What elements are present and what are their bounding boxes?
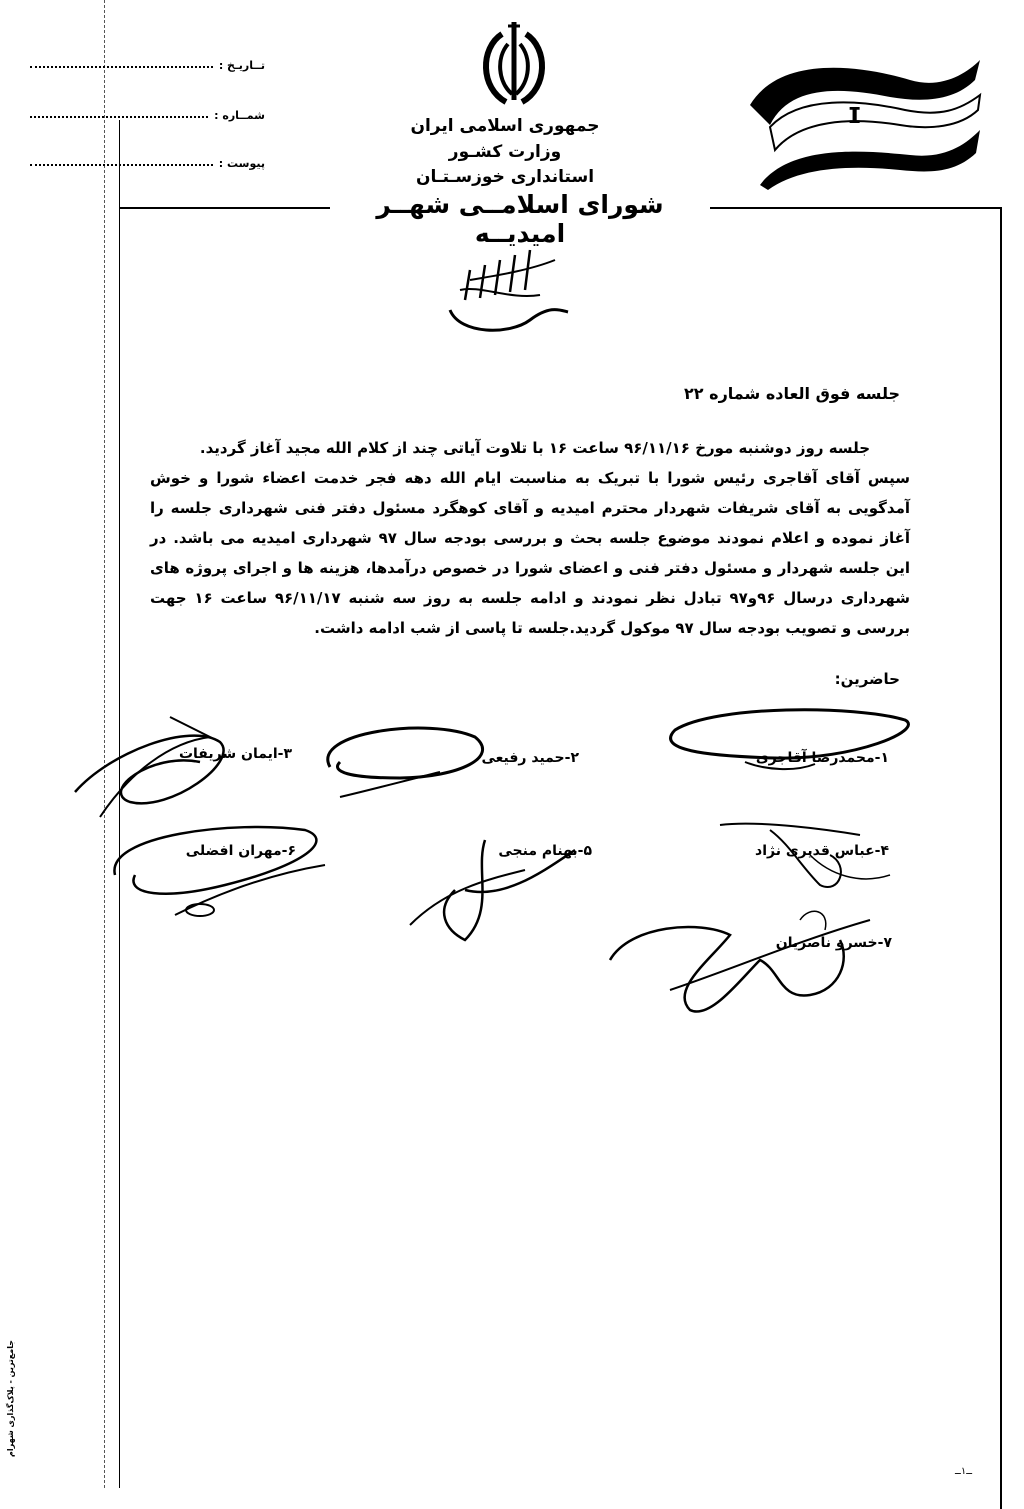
corner-mark: ــ۱ــ <box>955 1466 973 1477</box>
svg-text:ⵊ: ⵊ <box>848 104 862 129</box>
attachment-dots <box>30 164 213 166</box>
minutes-paragraph-2: سپس آقای آقاجری رئیس شورا با تبریک به مناسبت ایام الله دهه فجر خدمت اعضاء شورا و خوش آمدگویی به آقای شریفات شهردار محترم امیدیه و آقای کوهگرد مسئول دفتر فنی شهرداری جلسه را آغاز نموده و اعلام نمودند موضوع جلسه بحث و بررسی بودجه سال ۹۷ شهرداری امیدیه می باشد. در این جلسه شهردار و مسئول دفتر فنی و اعضای شورا در خصوص درآمدها، هزینه ها و اجرای پروژه های شهرداری درسال ۹۶و۹۷ تبادل نظر نمودند و ادامه جلسه به روز سه شنبه ۹۶/۱۱/۱۷ ساعت ۱۶ جهت بررسی و تصویب بودجه سال ۹۷ موکول گردید.جلسه تا پاسی از شب ادامه داشت. <box>150 469 911 637</box>
number-dots <box>30 116 208 118</box>
signature-7 <box>600 900 890 1020</box>
council-title: شورای اسلامــی شهــر امیدیــه <box>330 190 710 248</box>
signature-1 <box>655 700 915 780</box>
signature-4 <box>710 815 910 905</box>
attendee-3: ۳-ایمان شریفات <box>178 746 292 762</box>
attachment-field <box>30 150 265 170</box>
attachment-label: پیوست : <box>218 157 265 170</box>
header-province: استانداری خوزسـتـان <box>415 167 595 187</box>
date-field <box>30 52 265 72</box>
iran-flag-icon <box>740 55 985 195</box>
attendees-label: حاضرین: <box>834 670 900 688</box>
header-country: جمهوری اسلامی ایران <box>410 116 600 136</box>
attendee-1: ۱-محمدرضا آقاجری <box>755 750 889 766</box>
attendee-6: ۶-مهران افضلی <box>185 843 296 859</box>
signature-3 <box>70 712 290 822</box>
number-label: شمــاره : <box>214 109 265 122</box>
session-minutes <box>150 433 910 643</box>
bismillah-calligraphy <box>440 240 580 340</box>
signature-5 <box>405 830 625 950</box>
side-note: جامع‌ترین - پلاک‌گذاری شهرام <box>6 1340 15 1457</box>
signature-2 <box>310 712 500 807</box>
attendee-7: ۷-خسرو ناصریان <box>775 935 892 951</box>
session-title: جلسه فوق العاده شماره ۲۲ <box>684 384 900 403</box>
signature-6 <box>105 815 345 925</box>
attendee-2: ۲-حمید رفیعی <box>481 750 579 766</box>
header-ministry: وزارت کشـور <box>448 142 562 162</box>
attendee-5: ۵-بهنام منجی <box>498 843 592 859</box>
date-label: تــاریـخ : <box>218 59 265 72</box>
attendee-4: ۴-عباس قدیری نژاد <box>755 843 889 859</box>
date-dots <box>30 66 213 68</box>
minutes-paragraph-1: جلسه روز دوشنبه مورخ ۹۶/۱۱/۱۶ ساعت ۱۶ با تلاوت آیاتی چند از کلام الله مجید آغاز گردید. <box>199 439 870 457</box>
number-field <box>30 102 265 122</box>
iran-emblem-icon <box>472 18 556 108</box>
